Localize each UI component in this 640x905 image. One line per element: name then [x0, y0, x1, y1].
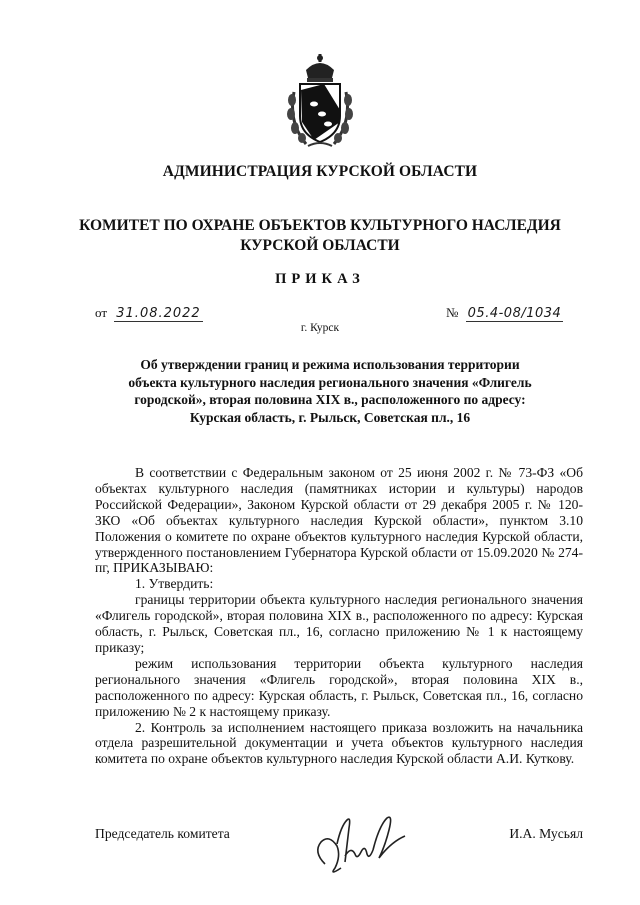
subject-line1: Об утверждении границ и режима использования территории — [140, 357, 520, 372]
body-paragraph: режим использования территории объекта культурного наследия регионального значения «Флигель городской», вторая половина XIX в., расположенного по адресу: Курская область, г. Рыльск, Советская пл., 16, согласно приложению № 2 к настоящему приказу. — [95, 655, 583, 719]
committee-title — [60, 216, 580, 256]
body-paragraph: 1. Утвердить: — [135, 576, 214, 592]
subject-line3: городской», вторая половина XIX в., расположенного по адресу: — [134, 392, 526, 407]
committee-title-line1: КОМИТЕТ ПО ОХРАНЕ ОБЪЕКТОВ КУЛЬТУРНОГО НАСЛЕДИЯ — [79, 217, 561, 234]
committee-title-line2: КУРСКОЙ ОБЛАСТИ — [240, 237, 400, 254]
handwritten-signature-icon — [307, 806, 417, 876]
order-date — [95, 305, 203, 322]
body-paragraph: 2. Контроль за исполнением настоящего приказа возложить на начальника отдела разрешительной документации и учета объектов культурного наследия комитета по охране объектов культурного наследия Курской области А.И. Куткову. — [95, 719, 583, 767]
body-paragraph: границы территории объекта культурного наследия регионального значения «Флигель городской», вторая половина XIX в., расположенного по адресу: Курская область, г. Рыльск, Советская пл., 16, согласно приложению № 1 к настоящему приказу; — [95, 592, 583, 655]
body-paragraph: В соответствии с Федеральным законом от 25 июня 2002 г. № 73-ФЗ «Об объектах культурного наследия (памятниках истории и культуры) народов Российской Федерации», Законом Курской области от 29 декабря 2005 г. № 120-ЗКО «Об объектах культурного наследия Курской области», пунктом 3.10 Положения о комитете по охране объектов культурного наследия Курской области, утвержденного постановлением Губернатора Курской области от 15.09.2020 № 274-пг, ПРИКАЗЫВАЮ: — [95, 465, 583, 576]
signature-block — [95, 826, 583, 866]
date-prefix: от — [95, 305, 108, 320]
order-title: ПРИКАЗ — [275, 271, 365, 287]
kursk-coat-of-arms-icon — [284, 52, 356, 152]
date-value: 31.08.2022 — [116, 306, 201, 321]
subject-line4: Курская область, г. Рыльск, Советская пл., 16 — [189, 409, 471, 425]
order-body — [95, 465, 583, 767]
subject-line2: объекта культурного наследия регионального значения «Флигель — [128, 374, 532, 390]
city: г. Курск — [300, 322, 340, 334]
signatory-name: И.А. Мусьял — [509, 826, 583, 841]
signatory-position: Председатель комитета — [95, 826, 230, 841]
order-subject — [108, 356, 552, 426]
number-value: 05.4-08/1034 — [467, 306, 562, 321]
administration-title: АДМИНИСТРАЦИЯ КУРСКОЙ ОБЛАСТИ — [162, 163, 478, 180]
number-prefix: № — [446, 305, 459, 320]
order-number — [446, 305, 563, 322]
